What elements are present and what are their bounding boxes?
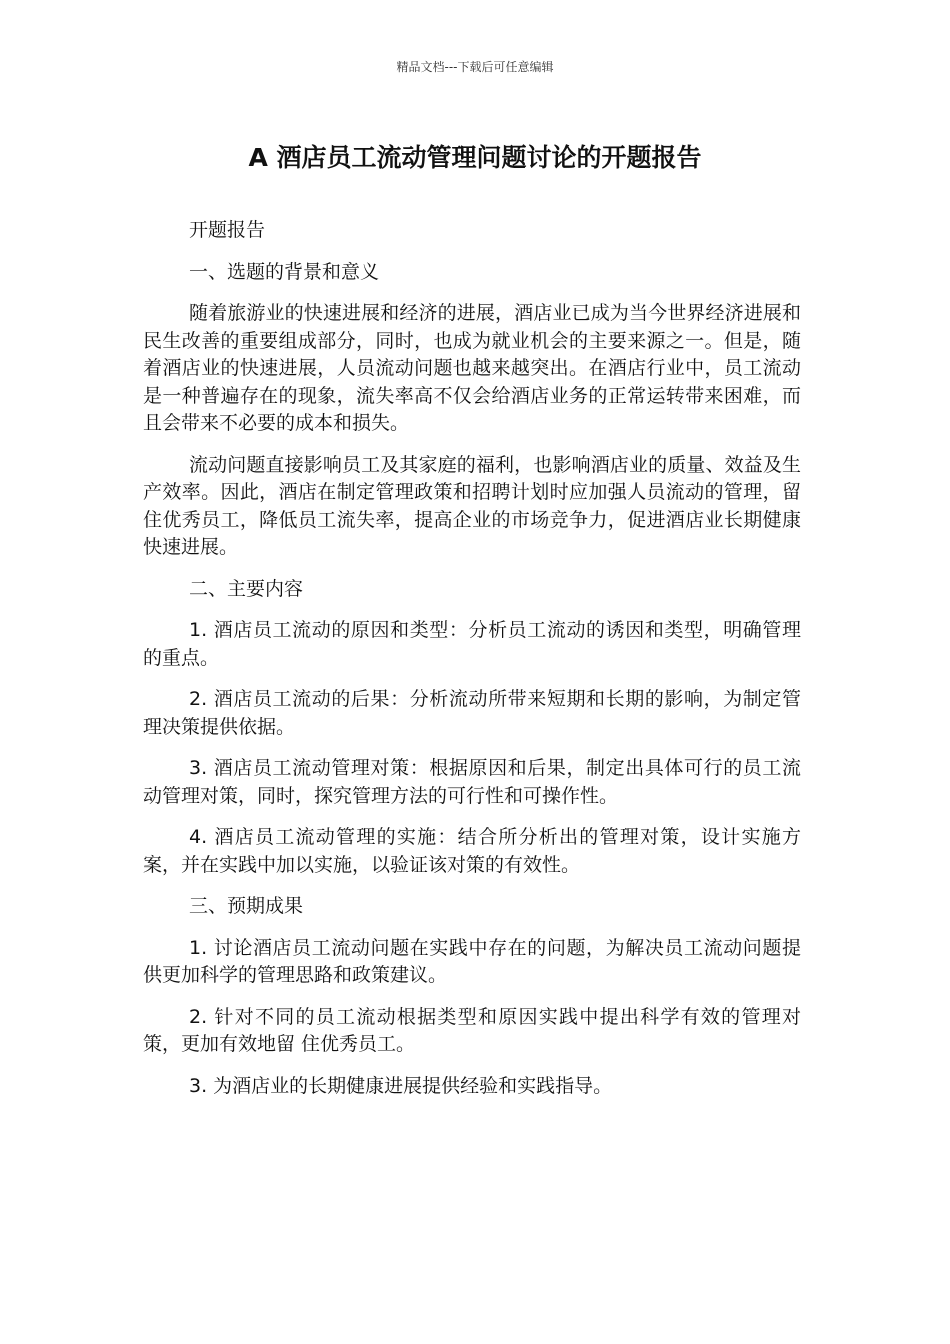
paragraph-background-2: 流动问题直接影响员工及其家庭的福利，也影响酒店业的质量、效益及生产效率。因此，酒店在制定管理政策和招聘计划时应加强人员流动的管理，留住优秀员工，降低员工流失率，提高企业的市场竞争力，促进酒店业长期健康快速进展。 bbox=[143, 453, 801, 558]
page-header: 精品文档---下载后可任意编辑 bbox=[396, 60, 554, 74]
result-item-1: 1. 讨论酒店员工流动问题在实践中存在的问题，为解决员工流动问题提供更加科学的管理思路和政策建议。 bbox=[143, 936, 801, 986]
result-item-3: 3. 为酒店业的长期健康进展提供经验和实践指导。 bbox=[189, 1074, 613, 1097]
content-item-3: 3. 酒店员工流动管理对策：根据原因和后果，制定出具体可行的员工流动管理对策，同时，探究管理方法的可行性和可操作性。 bbox=[143, 757, 801, 807]
content-item-1: 1. 酒店员工流动的原因和类型：分析员工流动的诱因和类型，明确管理的重点。 bbox=[143, 619, 801, 669]
content-item-4: 4. 酒店员工流动管理的实施：结合所分析出的管理对策，设计实施方案，并在实践中加以实施，以验证该对策的有效性。 bbox=[143, 826, 801, 876]
document-body bbox=[143, 217, 801, 1100]
section-heading-results: 三、预期成果 bbox=[189, 895, 304, 917]
result-item-2: 2. 针对不同的员工流动根据类型和原因实践中提出科学有效的管理对策，更加有效地留 住优秀员工。 bbox=[143, 1005, 801, 1055]
document-title: A 酒店员工流动管理问题讨论的开题报告 bbox=[248, 143, 702, 172]
section-label-report: 开题报告 bbox=[189, 219, 266, 241]
paragraph-background-1: 随着旅游业的快速进展和经济的进展，酒店业已成为当今世界经济进展和民生改善的重要组成部分，同时，也成为就业机会的主要来源之一。但是，随着酒店业的快速进展，人员流动问题也越来越突出。在酒店行业中，员工流动是一种普遍存在的现象，流失率高不仅会给酒店业务的正常运转带来困难，而且会带来不必要的成本和损失。 bbox=[143, 302, 801, 434]
section-heading-content: 二、主要内容 bbox=[189, 577, 304, 600]
content-item-2: 2. 酒店员工流动的后果：分析流动所带来短期和长期的影响，为制定管理决策提供依据。 bbox=[143, 688, 801, 738]
section-heading-background: 一、选题的背景和意义 bbox=[189, 260, 380, 283]
